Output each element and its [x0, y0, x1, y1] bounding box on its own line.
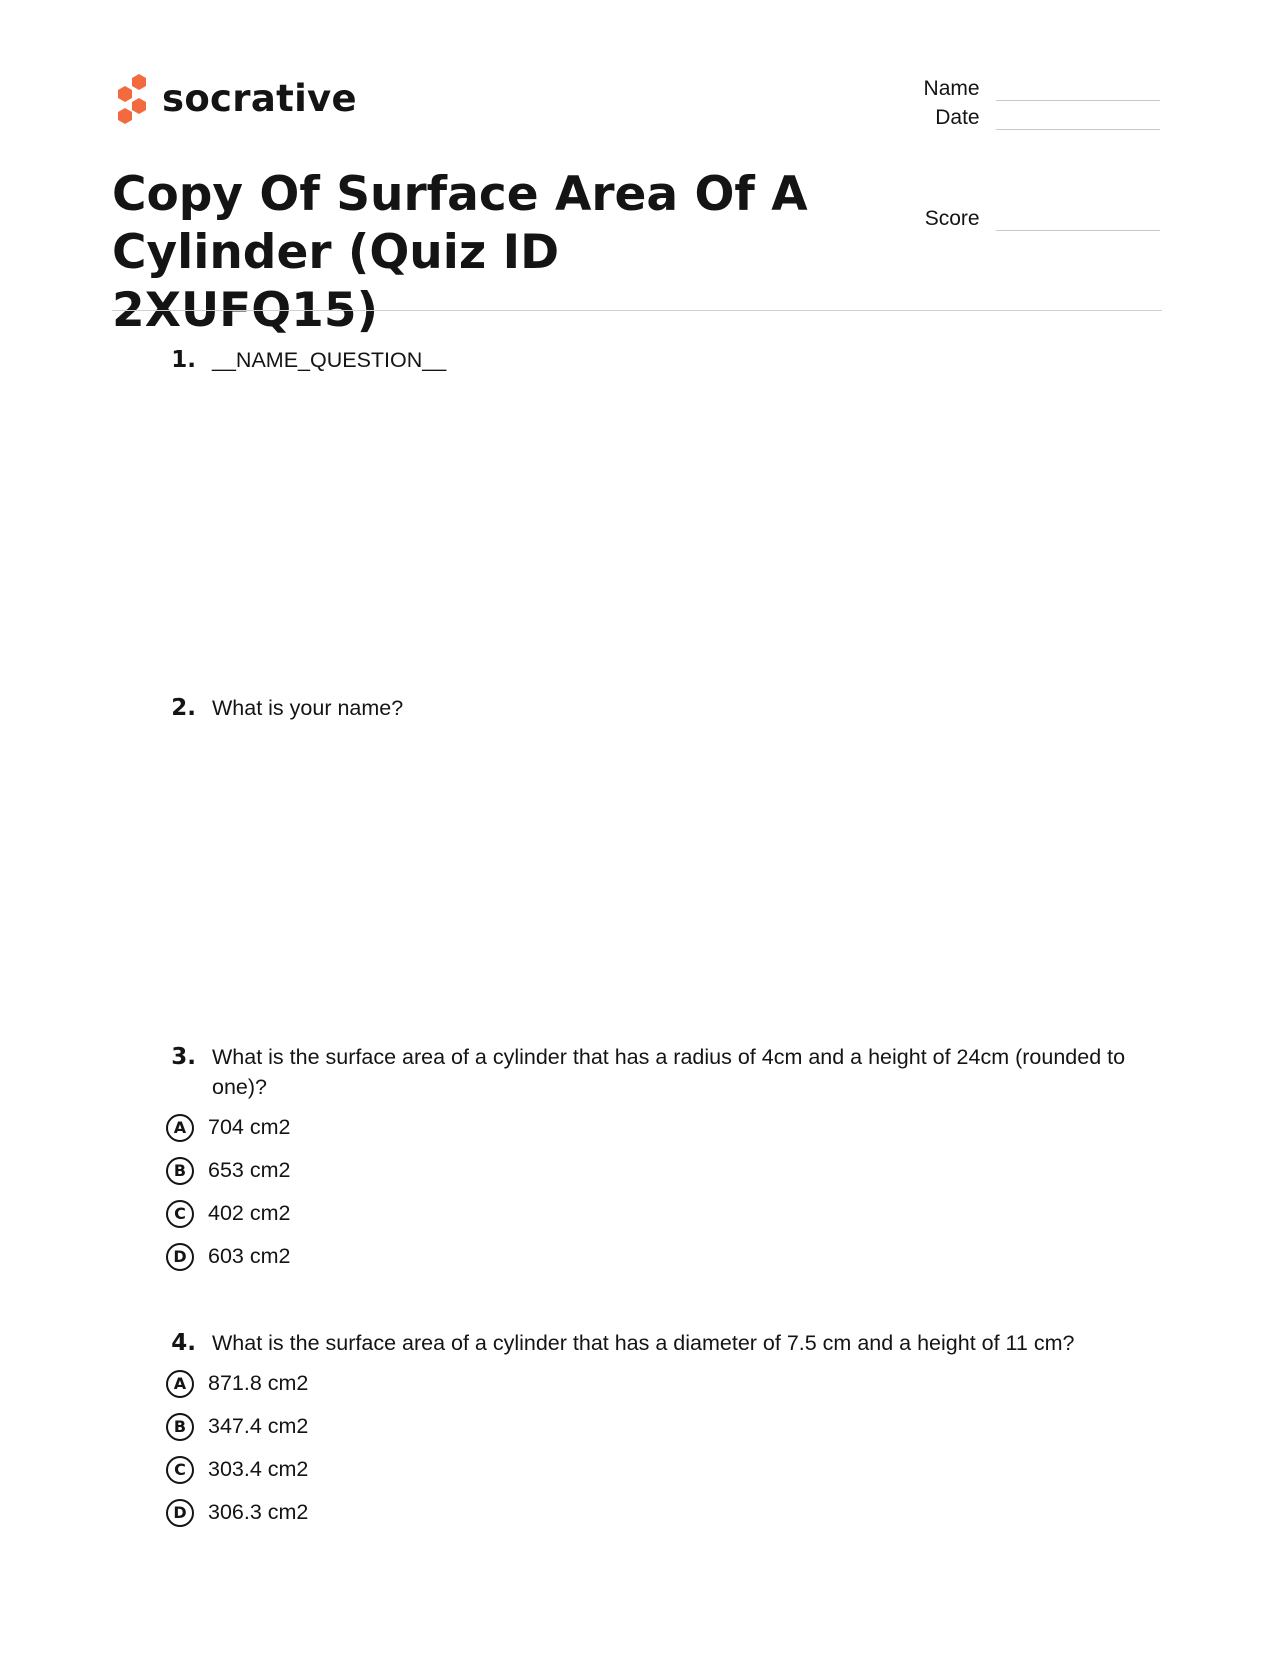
- question-2: [160, 693, 1140, 723]
- header-divider: [112, 310, 1162, 311]
- question-number: 2.: [171, 695, 196, 721]
- name-line: [996, 76, 1160, 101]
- question-text: What is your name?: [212, 696, 404, 720]
- hexagon-logo-icon: [112, 72, 152, 124]
- logo-hexagon: [132, 98, 146, 114]
- answer-option-d[interactable]: [166, 1491, 1140, 1534]
- date-field: [860, 105, 1160, 130]
- answer-option-d[interactable]: [166, 1235, 1140, 1278]
- answer-options: [160, 1106, 1140, 1278]
- answer-option-b[interactable]: [166, 1149, 1140, 1192]
- question-number: 4.: [171, 1330, 196, 1356]
- answer-options: [160, 1362, 1140, 1534]
- question-text: What is the surface area of a cylinder that has a diameter of 7.5 cm and a height of 11 cm?: [212, 1331, 1075, 1355]
- question-text: What is the surface area of a cylinder that has a radius of 4cm and a height of 24cm (rounded to one)?: [212, 1045, 1126, 1099]
- date-line: [996, 105, 1160, 130]
- option-text: 347.4 cm2: [208, 1414, 309, 1438]
- name-field: [860, 76, 1160, 101]
- logo-hexagon: [118, 108, 132, 124]
- logo-hexagon: [118, 86, 132, 102]
- date-label: Date: [935, 105, 980, 129]
- answer-option-c[interactable]: [166, 1448, 1140, 1491]
- option-letter-circle: D: [166, 1499, 194, 1527]
- option-text: 653 cm2: [208, 1158, 291, 1182]
- socrative-logo: [112, 72, 357, 124]
- page-title: Copy Of Surface Area Of A Cylinder (Quiz ID 2XUFQ15): [112, 167, 808, 338]
- option-text: 402 cm2: [208, 1201, 291, 1225]
- option-letter-circle: A: [166, 1370, 194, 1398]
- option-letter-circle: C: [166, 1456, 194, 1484]
- score-label: Score: [924, 206, 980, 230]
- question-number: 1.: [171, 347, 196, 373]
- question-4: [160, 1328, 1140, 1534]
- question-number: 3.: [171, 1044, 196, 1070]
- score-field: [860, 206, 1160, 231]
- option-letter-circle: D: [166, 1243, 194, 1271]
- option-letter-circle: C: [166, 1200, 194, 1228]
- option-text: 303.4 cm2: [208, 1457, 309, 1481]
- option-letter-circle: B: [166, 1157, 194, 1185]
- logo-wordmark: socrative: [162, 76, 357, 120]
- question-text: __NAME_QUESTION__: [212, 348, 447, 372]
- question-1: [160, 345, 1140, 375]
- answer-option-a[interactable]: [166, 1362, 1140, 1405]
- answer-option-c[interactable]: [166, 1192, 1140, 1235]
- answer-option-b[interactable]: [166, 1405, 1140, 1448]
- option-letter-circle: B: [166, 1413, 194, 1441]
- logo-hexagon: [132, 74, 146, 90]
- answer-option-a[interactable]: [166, 1106, 1140, 1149]
- option-text: 871.8 cm2: [208, 1371, 309, 1395]
- option-text: 704 cm2: [208, 1115, 291, 1139]
- name-label: Name: [923, 76, 980, 100]
- option-text: 603 cm2: [208, 1244, 291, 1268]
- option-letter-circle: A: [166, 1114, 194, 1142]
- score-line: [996, 206, 1160, 231]
- option-text: 306.3 cm2: [208, 1500, 309, 1524]
- question-3: [160, 1042, 1140, 1278]
